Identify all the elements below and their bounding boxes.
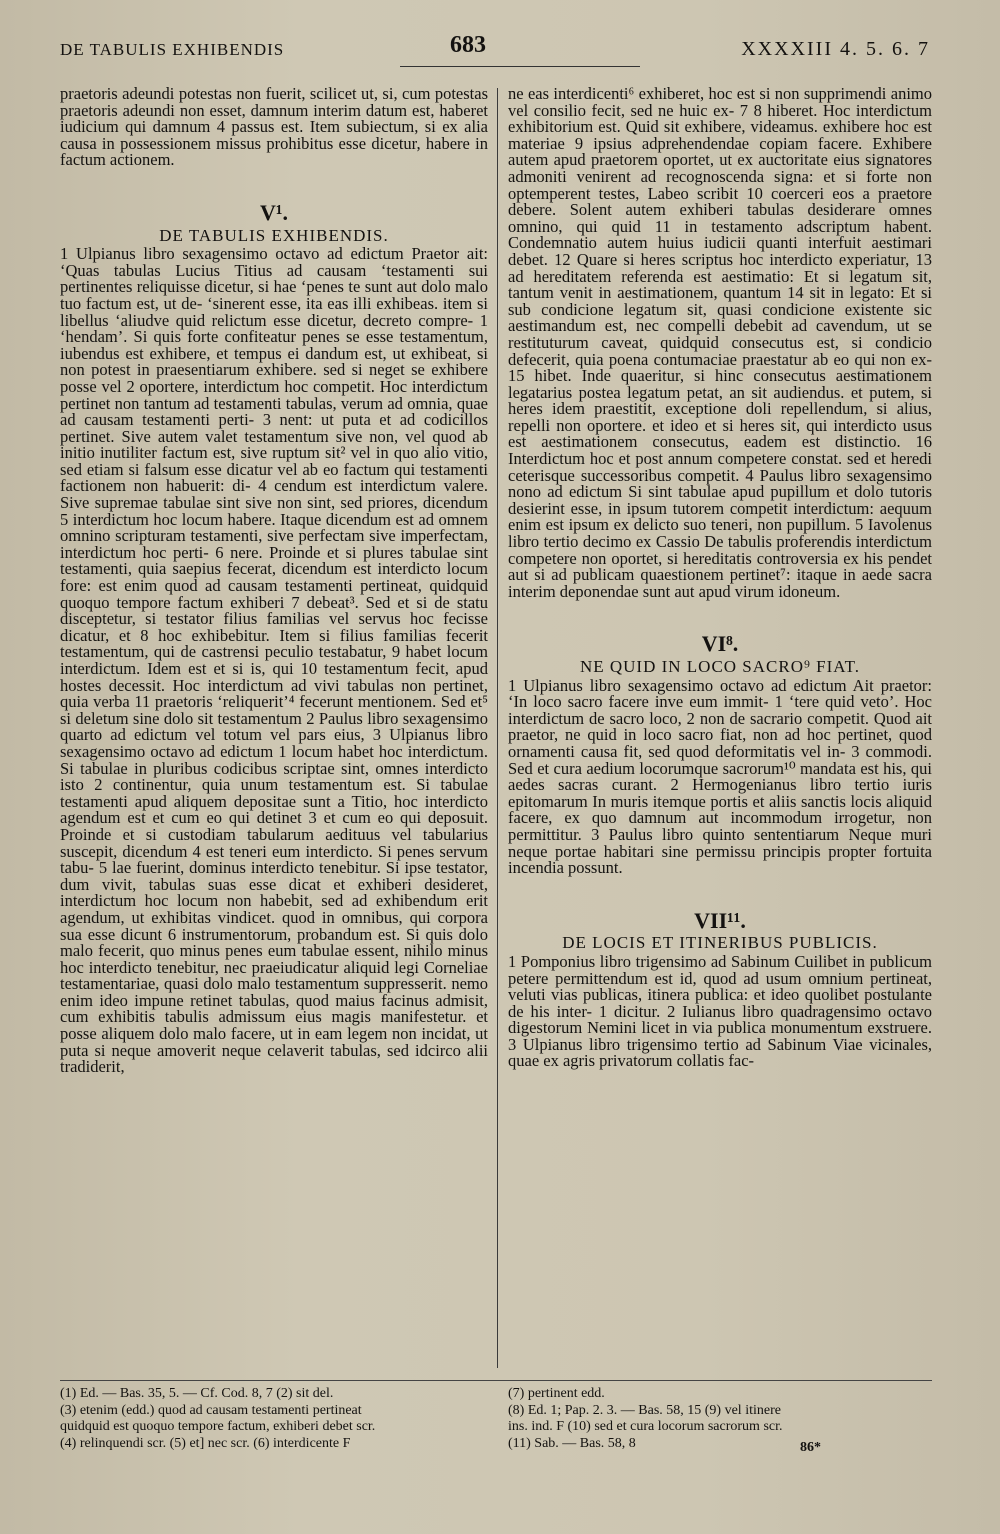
section-body: 1 Pomponius libro trigensimo ad Sabinum Cuilibet in publicum petere permittendum est id, quod ad usum omnium pertineat, veluti vias publicas, itinera publica: et ideo quolibet postulante de his inter- 1 dicitur. 2 Iulianus libro quadragensimo octavo digestorum Nemini licet in via publica monumentum exstruere. 3 Ulpianus libro trigensimo tertio ad Sabinum Viae vicinales, quae ex agris privatorum collatis fac- xyxy=(508,951,932,1071)
footnotes-right xyxy=(508,1386,932,1452)
column-divider xyxy=(497,88,498,1368)
running-title: DE TABULIS EXHIBENDIS xyxy=(60,40,285,59)
footnote-line: (7) pertinent edd. xyxy=(508,1386,605,1401)
header-rule xyxy=(400,66,640,67)
section-number: VI⁸. xyxy=(701,631,739,657)
footnote-line: (1) Ed. — Bas. 35, 5. — Cf. Cod. 8, 7 (2) sit del. xyxy=(60,1386,334,1401)
section-number: VII¹¹. xyxy=(694,907,746,933)
title-reference: XXXXIII 4. 5. 6. 7 xyxy=(741,38,930,60)
footnote-line: (8) Ed. 1; Pap. 2. 3. — Bas. 58, 15 (9) vel itinere xyxy=(508,1402,781,1418)
left-column xyxy=(60,86,488,1076)
signature-mark: 86* xyxy=(800,1440,821,1455)
intro-paragraph: praetoris adeundi potestas non fuerit, scilicet ut, si, cum potestas praetoris adeundi non esset, damnum interim datum est, haberet iudicium qui damnum 4 passus est. Item subiectum, si ex alia causa in possessionem missus prohibitus esse dicetur, habere in factum actionem. xyxy=(60,84,488,170)
footnote-line: ins. ind. F (10) sed et cura locorum sacrorum scr. xyxy=(508,1419,783,1434)
footnote-line: quidquid est quoquo tempore factum, exhiberi debet scr. xyxy=(60,1419,376,1434)
footnote-line: (4) relinquendi scr. (5) et] nec scr. (6) interdicente F xyxy=(60,1435,351,1451)
footnotes-left xyxy=(60,1386,488,1452)
section-number: V¹. xyxy=(260,199,288,225)
footnote-line: (3) etenim (edd.) quod ad causam testamenti pertineat xyxy=(60,1402,362,1418)
running-header xyxy=(60,32,930,66)
section-body: 1 Ulpianus libro sexagensimo octavo ad edictum Ait praetor: ‘In loco sacro facere inve eum immit- 1 ‘tere quid veto’. Hoc interdictum de sacro loco, 2 non de sacrario competit. Quod ait praetor, ne quid in loco sacro fiat, non ad hoc pertinet, quod ornamenti causa fit, sed quod deformitatis vel in- 3 commodi. Sed et cura aedium locorumque sacrorum¹⁰ mandata est his, qui aedes sacras curant. 2 Hermogenianus libro tertio iuris epitomarum In muris itemque portis et aliis sanctis locis aliquid facere, ex quo damnum aut incommodum irrogetur, non permittitur. 3 Paulus libro quinto sententiarum Neque muri neque portae habitari sine permissu principis propter fortuita incendia possunt. xyxy=(508,675,932,878)
footnote-line: (11) Sab. — Bas. 58, 8 xyxy=(508,1435,636,1451)
section-title: NE QUID IN LOCO SACRO⁹ FIAT. xyxy=(579,657,861,676)
footnote-rule xyxy=(60,1380,932,1381)
right-column xyxy=(508,86,932,1070)
page-number: 683 xyxy=(450,32,486,58)
continued-text: ne eas interdicenti⁶ exhiberet, hoc est si non supprimendi animo vel consilio fecit, sed ne huic ex- 7 8 hiberet. Hoc interdictum exhibitorium est. Quid sit exhibere, videamus. exhibere hoc est materiae 9 ipsius adprehendendae copiam facere. Exhibere autem apud praetorem oportet, ut ex auctoritate eius signatores admoniti venirent ad recognoscenda signa: et si forte non optemperent testes, Labeo scribit 10 coerceri eos a praetore debere. Solent autem exhiberi tabulas desiderare omnes omnino, qui quid 11 in testamento adscriptum habent. Condemnatio autem huius iudicii quanti interfuit aestimari debet. 12 Quare si heres scriptus hoc interdicto experiatur, 13 ad hereditatem referenda est aestimatio: Et si legatum sit, tantum venit in aestimationem, quantum 14 sit in legato: Et si sub condicione legatum sit, quasi condicione existente sic aestimandum est, nec compelli debebit ad cavendum, ut se restituturum caveat, quidquid consecutus est, si condicio defecerit, quia poena contumaciae praestatur ab eo qui non ex- 15 hibet. Inde quaeritur, si hinc consecutus aestimationem legatarius postea legatum petat, an sit audiendus. et putem, si heres idem praestitit, exceptione doli repellendum, si alius, repelli non oportere. et ideo et si heres sit, qui interdicto usus est aestimationem consecutus, eadem est distinctio. 16 Interdictum hoc et post annum competere constat. sed et heredi ceterisque successoribus competit. 4 Paulus libro sexagensimo nono ad edictum Si sint tabulae apud pupillum et dolo tutoris desierint esse, in ipsum tutorem competit interdictum: aequum enim est ipsum ex delicto suo teneri, non pupillum. 5 Iavolenus libro tertio decimo ex Cassio De tabulis proferendis interdictum competere non oportet, si hereditatis controversia ex his pendet aut si ad publicam quaestionem pertinet⁷: itaque in aede sacra interim deponendae sunt aut apud virum idoneum. xyxy=(508,84,932,601)
section-title: DE LOCIS ET ITINERIBUS PUBLICIS. xyxy=(562,933,878,953)
section-body: 1 Ulpianus libro sexagensimo octavo ad edictum Praetor ait: ‘Quas tabulas Lucius Titius ad causam ‘testamenti sui pertinentes reliquisse dicetur, si hae ‘penes te sunt aut dolo malo tuo factum est, ut de- ‘sinerent esse, ita eas illi exhibeas. item si libellus ‘aliudve quid relictum esse dicetur, decreto compre- 1 ‘hendam’. Si quis forte confiteatur penes se esse testamentum, iubendus est exhibere, et tempus ei dandum est, ut exhibeat, si non potest in praesentiarum exhibere. sed si neget se exhibere posse vel 2 oportere, interdictum hoc competit. Hoc interdictum pertinet non tantum ad testamenti tabulas, verum ad omnia, quae ad causam testamenti perti- 3 nent: ut puta et ad codicillos pertinet. Sive autem valet testamentum sive non, vel quod ab initio inutiliter factum est, sive ruptum sit² vel in quo alio vitio, sed etiam si falsum esse dicatur vel ab eo factum qui testamenti factionem non habuerit: di- 4 cendum est interdictum valere. Sive supremae tabulae sint sive non sint, sed priores, dicendum 5 interdictum hoc locum habere. Itaque dicendum est ad omnem omnino scripturam testamenti, sive perfectam sive imperfectam, interdictum hoc perti- 6 nere. Proinde et si plures tabulae sint testamenti, quia saepius fecerat, dicendum est interdicto locum fore: est enim quod ad causam testamenti pertineat, quidquid quoquo tempore factum exhiberi 7 debeat³. Sed et si de statu disceptetur, si testator filius familias vel servus hoc fecisse dicatur, et 8 hoc exhibebitur. Item si filius familias fecerit testamentum, qui de castrensi peculio testabatur, 9 habet locum interdictum. Idem est et si is, qui 10 testamentum fecit, apud hostes decessit. Hoc interdictum ad vivi tabulas non pertinet, quia verba 11 praetoris ‘reliquerit’⁴ fecerunt mentionem. Sed et⁵ si deletum sine dolo sit testamentum 2 Paulus libro sexagensimo quarto ad edictum vel totum vel pars eius, 3 Ulpianus libro sexagensimo octavo ad edictum 1 locum habet hoc interdictum. Si tabulae in pluribus codicibus scriptae sint, omnes interdicto isto 2 continentur, quia unum testamentum est. Si tabulae testamenti apud aliquem depositae sunt a Titio, hoc interdicto agendum est et cum eo qui detinet 3 et cum eo qui deposuit. Proinde et si custodiam tabularum aedituus vel tabularius suscepit, dicendum 4 est teneri eum interdicto. Si penes servum tabu- 5 lae fuerint, dominus interdicto tenebitur. Si ipse testator, dum vivit, tabulas suas esse dicat et exhiberi desideret, interdictum hoc locum non habebit, sed ad exhibendum erit agendum, ut exhibitas vindicet. quod in omnibus, qui corpora sua esse dicunt 6 instrumentorum, probandum est. Si quis dolo malo fecerit, quo minus penes eum tabulae essent, nihilo minus hoc interdicto tenebitur, nec praeiudicatur aliquid legi Corneliae testamentariae, quasi dolo malo testamentum suppresserit. nemo enim ideo impune retinet tabulas, quod maius facinus admisit, cum exhibitis tabulis admissum eius magis manifestetur. et posse aliquem dolo malo facere, ut in eam legem non incidat, ut puta si neque amoverit neque celaverit tabulas, sed idcirco alii tradiderit, xyxy=(60,244,488,1077)
section-title: DE TABULIS EXHIBENDIS. xyxy=(159,225,389,245)
